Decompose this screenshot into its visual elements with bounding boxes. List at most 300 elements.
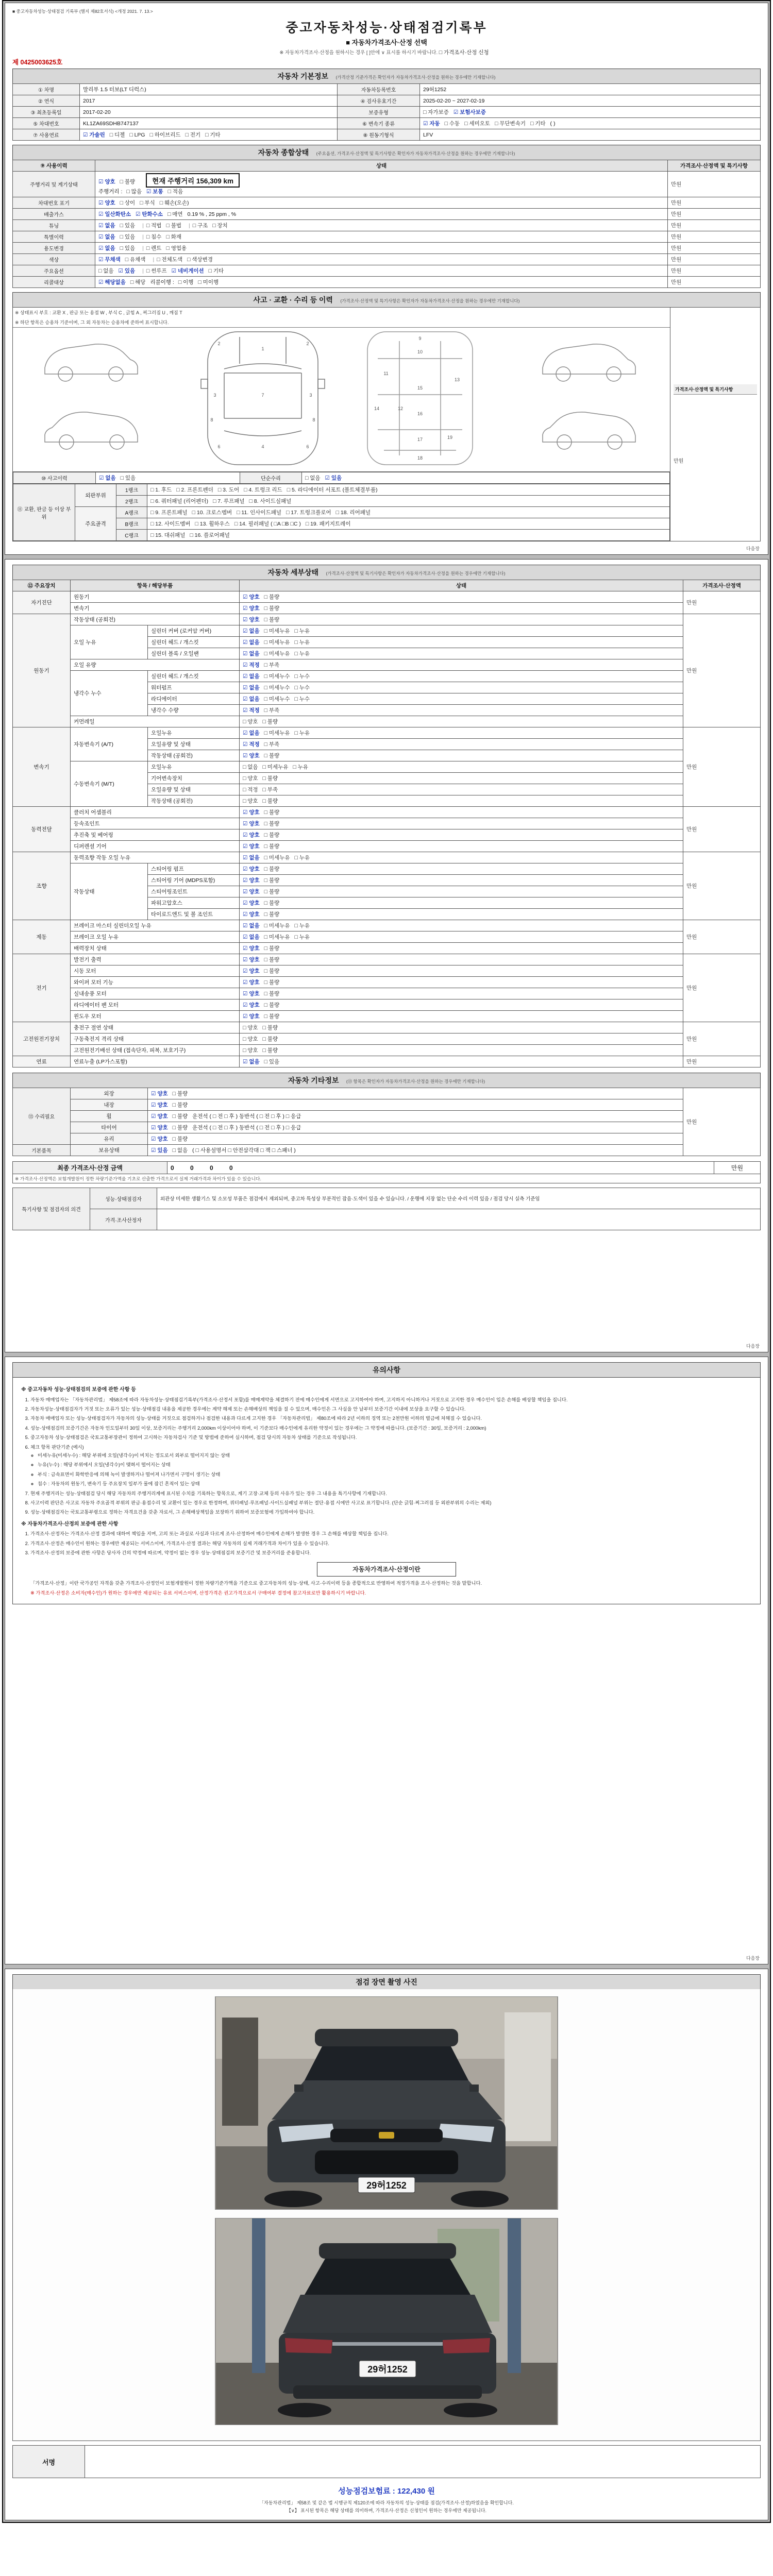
detail-status <box>240 943 683 954</box>
checkbox-option[interactable]: ☑ 양호 <box>243 889 260 895</box>
svg-text:19: 19 <box>447 435 452 440</box>
field-label: ⑥ 변속기 종류 <box>338 118 420 129</box>
checkbox-option[interactable]: ☑ 양호 <box>151 1102 168 1108</box>
checkbox-option[interactable]: □ 불량 <box>264 832 280 838</box>
svg-text:7: 7 <box>261 393 264 398</box>
checkbox-option[interactable]: ☑ 양호 <box>151 1113 168 1120</box>
checkbox-option[interactable]: □ 구조 <box>192 223 208 229</box>
checkbox-option[interactable]: □ 불량 <box>264 945 280 952</box>
checkbox-option[interactable]: □ 불량 <box>172 1125 188 1131</box>
checkbox-option[interactable]: □ 11. 인사이드패널 <box>237 510 282 516</box>
checkbox-option[interactable]: ☑ 무채색 <box>98 257 121 263</box>
signature-field[interactable] <box>85 2446 761 2478</box>
checkbox-option[interactable]: □ 누유 <box>294 651 310 657</box>
checkbox-option[interactable]: □ 14. 필러패널 ( □A □B □C ) <box>234 521 301 527</box>
guarantee-item: 2. 가격조사·산정은 매수인이 원하는 경우에만 제공되는 서비스이며, 가격조사·산정 결과는 해당 자동차의 실제 거래가격과 차이가 있을 수 있습니다. <box>30 1540 752 1547</box>
checkbox-option[interactable]: □ 양호 <box>243 719 258 725</box>
checkbox-option[interactable]: □ 불량 <box>262 1047 278 1054</box>
checkbox-option[interactable]: □ 없음 <box>305 475 321 481</box>
notice-item: 9. 성능·상태점검자는 국토교통부령으로 정하는 자격요건을 갖춘 자로서, 그 손해배상책임을 보장하기 위하여 보증보험에 가입하여야 합니다. <box>30 1509 752 1516</box>
price-amount: 만원 <box>683 1088 761 1156</box>
checkbox-option[interactable]: □ 부족 <box>264 741 280 748</box>
next-page-marker-3: 다음장 <box>746 1956 760 1961</box>
accident-price-value: 만원 <box>674 459 684 464</box>
checkbox-option[interactable]: □ 불량 <box>264 1002 280 1008</box>
checkbox-option[interactable]: ☑ 양호 <box>243 809 260 816</box>
checkbox-option[interactable]: ☑ 없음 <box>243 923 260 929</box>
checkbox-option[interactable]: □ 6. 쿼터패널 (리어펜더) <box>150 498 208 504</box>
checkbox-option[interactable]: □ 적정 <box>243 787 258 793</box>
checkbox-option[interactable]: □ 불량 <box>172 1091 188 1097</box>
checkbox-option[interactable]: □ 없음 <box>172 1147 188 1154</box>
panel-section-label: ⑪ 교환, 판금 등 이상 부위 <box>13 484 75 541</box>
notice-body <box>12 1378 761 1604</box>
checkbox-option[interactable]: □ 양호 <box>243 775 258 782</box>
etc-blank: ( ) <box>550 121 556 127</box>
checkbox-option[interactable]: □ 미세누유 <box>264 628 290 634</box>
checkbox-option[interactable]: ☑ 있음 <box>325 475 342 481</box>
checkbox-option[interactable]: ☑ 보험사보증 <box>453 109 486 115</box>
checkbox-option[interactable]: □ 렌트 <box>146 245 162 251</box>
etc-row <box>13 1122 761 1133</box>
checkbox-option[interactable]: ☑ 적정 <box>243 662 260 668</box>
checkbox-option[interactable]: □ 3. 도어 <box>217 487 240 493</box>
checkbox-option[interactable]: □ 미이행 <box>198 279 219 285</box>
checkbox-option[interactable]: □ 불량 <box>262 798 278 804</box>
detail-status <box>240 784 683 795</box>
etc-note: (⑬ 항목은 확인자가 자동차가격조사·산정을 원하는 경우에만 기재합니다) <box>346 1079 485 1084</box>
checkbox-option[interactable]: ☑ 양호 <box>243 945 260 952</box>
taillight-left <box>285 2338 332 2353</box>
taillight-right <box>443 2338 490 2353</box>
checkbox-option[interactable]: □ 적법 <box>146 223 162 229</box>
checkbox-option[interactable]: ☑ 네비게이션 <box>171 268 204 274</box>
price-amount: 만원 <box>683 920 761 954</box>
price-select-title: ■ 자동차가격조사·산정 선택 <box>346 39 427 46</box>
checkbox-option[interactable]: ☑ 양호 <box>243 753 260 759</box>
checkbox-option[interactable]: □ 불량 <box>264 753 280 759</box>
document-canvas <box>2 0 771 2523</box>
checkbox-option[interactable]: ☑ 양호 <box>243 877 260 884</box>
checkbox-option[interactable]: □ 1. 후드 <box>150 487 172 493</box>
checkbox-option[interactable]: □ 누수 <box>294 696 310 702</box>
checkbox-option[interactable]: □ 불량 <box>264 889 280 895</box>
checkbox-option[interactable]: ☑ 일산화탄소 <box>98 211 131 217</box>
detail-item-label: 동력조향 작동 오일 누유 <box>71 852 240 863</box>
checkbox-option[interactable]: □ 있음 <box>264 1059 280 1065</box>
checkbox-option[interactable]: □ 많음 <box>126 189 142 195</box>
device-group-label: 원동기 <box>13 614 71 727</box>
checkbox-option[interactable]: □ 있음 <box>120 234 136 240</box>
checkbox-option[interactable]: □ 불량 <box>264 900 280 906</box>
checkbox-option[interactable]: □ 색상변경 <box>187 257 213 263</box>
checkbox-option[interactable]: □ 미세누유 <box>264 934 290 940</box>
etc-basic-row <box>13 1145 761 1156</box>
checkbox-option[interactable]: □ 없음 <box>98 268 114 274</box>
overall-row <box>13 209 761 220</box>
detail-status <box>240 909 683 920</box>
lift-post-left <box>252 2218 265 2373</box>
detail-row <box>13 931 761 943</box>
detail-row <box>13 852 761 863</box>
checkbox-option[interactable]: □ 양호 <box>243 1036 258 1042</box>
svg-text:6: 6 <box>306 444 309 449</box>
checkbox-option[interactable]: ☑ 양호 <box>243 594 260 600</box>
checkbox-option[interactable]: ☑ 없음 <box>98 234 115 240</box>
detail-status <box>240 1056 683 1067</box>
checkbox-option[interactable]: □ 누유 <box>293 764 308 770</box>
svg-text:14: 14 <box>374 406 379 411</box>
field-value: 말리부 1.5 터보(LT 디럭스) <box>80 84 338 95</box>
detail-row <box>13 965 761 977</box>
checkbox-option[interactable]: ☑ 양호 <box>243 968 260 974</box>
checkbox-option[interactable]: □ 미세누수 <box>264 696 290 702</box>
panel-rank-items <box>147 518 670 530</box>
checkbox-option[interactable]: □ 미세누수 <box>264 685 290 691</box>
inspection-fee <box>12 2485 761 2496</box>
checkbox-option[interactable]: ☑ 양호 <box>98 200 115 206</box>
checkbox-option[interactable]: ☑ 자동 <box>423 121 440 127</box>
detail-subitem-label: 파워고압호스 <box>148 897 240 909</box>
overall-row <box>13 172 761 197</box>
remarks-table <box>12 1188 761 1230</box>
usage-item-label: 배출가스 <box>13 209 95 220</box>
checkbox-option[interactable]: ☑ 없음 <box>243 628 260 634</box>
photos-header <box>12 1974 761 1989</box>
checkbox-option[interactable]: □ 전기 <box>185 132 201 138</box>
checkbox-option[interactable]: □ 15. 대쉬패널 <box>150 532 186 538</box>
accident-history-status <box>96 472 240 484</box>
checkbox-option[interactable]: □ 불량 <box>172 1113 188 1120</box>
checkbox-option[interactable]: □ 불량 <box>120 179 136 185</box>
checkbox-option[interactable]: □ 미세누유 <box>264 923 290 929</box>
checkbox-option[interactable]: □ 불량 <box>262 1036 278 1042</box>
checkbox-option[interactable]: ☑ 양호 <box>151 1136 168 1142</box>
notice-subitem: ◦ 미세누유(미세누수) : 해당 부위에 오일(냉각수)이 비치는 정도로서 외부로 떨어지지 않는 상태 <box>38 1452 752 1459</box>
checkbox-option[interactable]: ☑ 없음 <box>243 730 260 736</box>
checkbox-option[interactable]: □ 누유 <box>294 628 310 634</box>
page-4 <box>5 1969 768 2520</box>
svg-text:13: 13 <box>454 377 460 382</box>
garage-door <box>505 2012 551 2141</box>
checkbox-option[interactable]: □ 불량 <box>264 877 280 884</box>
checkbox-option[interactable]: ☑ 양호 <box>243 843 260 850</box>
checkbox-option[interactable]: □ 17. 트렁크플로어 <box>286 510 331 516</box>
checkbox-option[interactable]: □ 18. 리어패널 <box>335 510 371 516</box>
checkbox-option[interactable]: □ 부족 <box>264 662 280 668</box>
price-amount: 만원 <box>683 954 761 1022</box>
checkbox-option[interactable]: □ 자가보증 <box>423 109 449 115</box>
checkbox-option[interactable]: □ 불량 <box>264 617 280 623</box>
device-group-label: 자기진단 <box>13 591 71 614</box>
device-group-label: 동력전달 <box>13 807 71 852</box>
checkbox-option[interactable]: ☑ 양호 <box>243 1002 260 1008</box>
checkbox-option[interactable]: ☑ 해당없음 <box>98 279 126 285</box>
checkbox-option[interactable]: □ 상이 <box>120 200 136 206</box>
checkbox-option[interactable]: □ 불량 <box>264 968 280 974</box>
etc-row <box>13 1088 761 1099</box>
detail-item-label: 오일 유량 <box>71 659 240 671</box>
detail-row <box>13 603 761 614</box>
checkbox-option[interactable]: ☑ 있음 <box>118 268 136 274</box>
checkbox-option[interactable]: □ 매연 <box>167 211 183 217</box>
notice-item: 2. 자동차성능·상태점검자가 거짓 또는 오류가 있는 성능·상태점검 내용을 제공한 경우에는 계약 해제 또는 손해배상의 책임을 질 수 있으며, 매수인은 그 사실을 안 날부터 보증기간 이내에 보상을 요구할 수 있습니다. <box>30 1405 752 1413</box>
checkbox-option[interactable]: ☑ 있음 <box>151 1147 168 1154</box>
checkbox-option[interactable]: □ 부식 <box>140 200 155 206</box>
checkbox-option[interactable]: □ 불량 <box>262 1025 278 1031</box>
detail-item-label: 실내송풍 모터 <box>71 988 240 999</box>
checkbox-option[interactable]: ☑ 양호 <box>151 1091 168 1097</box>
checkbox-option[interactable]: □ 불량 <box>262 775 278 782</box>
basic-info-title: 자동차 기본정보 <box>277 72 329 80</box>
usage-item-label: 주행거리 및 계기상태 <box>13 172 95 197</box>
checkbox-option[interactable]: ☑ 양호 <box>243 832 260 838</box>
field-label: 보증유형 <box>338 107 420 118</box>
detail-subitem-label: 오일누유 <box>148 761 240 773</box>
checkbox-option[interactable]: □ 있음 <box>120 245 136 251</box>
checkbox-option[interactable]: □ 세미오토 <box>464 121 491 127</box>
svg-text:3: 3 <box>309 393 312 398</box>
etc-item-label: 유리 <box>71 1133 148 1145</box>
checkbox-option[interactable]: ☑ 양호 <box>243 1013 260 1020</box>
checkbox-option[interactable]: ☑ 없음 <box>243 1059 260 1065</box>
detail-col-header: 가격조사·산정액 <box>683 580 761 591</box>
checkbox-option[interactable]: □ 적음 <box>167 189 183 195</box>
detail-item-label: 수동변속기 (M/T) <box>71 761 148 807</box>
checkbox-option[interactable]: □ 화재 <box>166 234 181 240</box>
detail-col-header: ⑫ 주요장치 <box>13 580 71 591</box>
checkbox-option[interactable]: □ 누유 <box>294 855 310 861</box>
checkbox-option[interactable]: ☑ 가솔린 <box>83 132 105 138</box>
final-price-table <box>12 1161 761 1174</box>
panel-rank-label: 1랭크 <box>116 484 147 496</box>
checkbox-option[interactable]: □ 불량 <box>264 821 280 827</box>
checkbox-option[interactable]: □ 7. 루프패널 <box>213 498 245 504</box>
detail-item-label: 추진축 및 베어링 <box>71 829 240 841</box>
checkbox-option[interactable]: □ 있음 <box>120 475 136 481</box>
checkbox-option[interactable]: □ 4. 트렁크 리드 <box>244 487 282 493</box>
checkbox-option[interactable]: □ 미세누유 <box>264 730 290 736</box>
detail-row <box>13 807 761 818</box>
checkbox-option[interactable]: □ 훼손(오손) <box>159 200 189 206</box>
separator: | <box>153 257 155 263</box>
checkbox-option[interactable]: □ 불량 <box>264 843 280 850</box>
field-label: ⑤ 차대번호 <box>13 118 80 129</box>
checkbox-option[interactable]: ☑ 탄화수소 <box>136 211 163 217</box>
checkbox-option[interactable]: ☑ 양호 <box>243 617 260 623</box>
checkbox-option[interactable]: □ 누수 <box>294 685 310 691</box>
checkbox-option[interactable]: □ 장치 <box>212 223 228 229</box>
panel-rank-items <box>147 484 670 496</box>
car-diagrams <box>38 330 646 468</box>
checkbox-option[interactable]: ☑ 적정 <box>243 707 260 714</box>
checkbox-option[interactable]: □ 불량 <box>264 809 280 816</box>
checkbox-option[interactable]: □ 10. 크로스멤버 <box>192 510 232 516</box>
checkbox-option[interactable]: □ 무단변속기 <box>495 121 526 127</box>
notice-subitem: ◦ 침수 : 자동차의 원동기, 변속기 등 주요장치 일부가 물에 잠긴 흔적이 있는 상태 <box>38 1480 752 1487</box>
checkbox-option[interactable]: ☑ 없음 <box>98 223 115 229</box>
detail-row <box>13 1045 761 1056</box>
checkbox-option[interactable]: □ 미세누유 <box>264 639 290 646</box>
checkbox-option[interactable]: ☑ 양호 <box>151 1125 168 1131</box>
overall-row <box>13 277 761 288</box>
etc-status <box>148 1099 683 1111</box>
checkbox-option[interactable]: □ 누유 <box>294 923 310 929</box>
detail-subitem-label: 냉각수 수량 <box>148 705 240 716</box>
checkbox-option[interactable]: ☑ 양호 <box>243 821 260 827</box>
checkbox-option[interactable]: □ 가격조사·산정 신청 <box>439 49 489 56</box>
checkbox-option[interactable]: ☑ 없음 <box>243 696 260 702</box>
checkbox-option[interactable]: □ 12. 사이드멤버 <box>150 521 191 527</box>
checkbox-option[interactable]: ☑ 없음 <box>243 685 260 691</box>
checkbox-option[interactable]: ☑ 없음 <box>98 245 115 251</box>
checkbox-option[interactable]: □ 수동 <box>444 121 460 127</box>
checkbox-option[interactable]: ☑ 양호 <box>243 900 260 906</box>
checkbox-option[interactable]: □ 부족 <box>262 787 278 793</box>
checkbox-option[interactable]: ☑ 양호 <box>243 605 260 612</box>
checkbox-option[interactable]: ☑ 적정 <box>243 741 260 748</box>
detail-item-label: 충전구 절연 상태 <box>71 1022 240 1033</box>
checkbox-option[interactable]: □ 불량 <box>262 719 278 725</box>
checkbox-option[interactable]: ☑ 양호 <box>98 179 115 185</box>
basic-items-status <box>148 1145 683 1156</box>
checkbox-option[interactable]: ☑ 없음 <box>243 651 260 657</box>
detail-row <box>13 818 761 829</box>
checkbox-option[interactable]: □ 누수 <box>294 673 310 680</box>
checkbox-option[interactable]: ☑ 양호 <box>243 866 260 872</box>
checkbox-option[interactable]: □ 누유 <box>294 934 310 940</box>
checkbox-option[interactable]: □ 기타 <box>205 132 221 138</box>
checkbox-option[interactable]: □ 미세누수 <box>264 673 290 680</box>
notice-list <box>21 1396 752 1516</box>
simple-repair-status <box>302 472 670 484</box>
checkbox-option[interactable]: □ 이행 <box>178 279 194 285</box>
detail-status <box>240 897 683 909</box>
price-definition-box: 자동차가격조사·산정이란 <box>317 1562 456 1577</box>
field-label: 자동차등록번호 <box>338 84 420 95</box>
license-plate-rear-text: 29허1252 <box>367 2364 408 2375</box>
checkbox-option[interactable]: □ 불량 <box>264 1013 280 1020</box>
checkbox-option[interactable]: ☑ 양호 <box>243 991 260 997</box>
checkbox-option[interactable]: □ 불량 <box>264 866 280 872</box>
detail-status <box>240 1022 683 1033</box>
checkbox-option[interactable]: □ 불량 <box>264 957 280 963</box>
detail-subitem-label: 타이로드엔드 및 볼 조인트 <box>148 909 240 920</box>
checkbox-option[interactable]: □ 썬루프 <box>146 268 167 274</box>
overall-row <box>13 265 761 277</box>
price-amount: 만원 <box>683 1022 761 1056</box>
notice-subitem: ◦ 누유(누수) : 해당 부위에서 오일(냉각수)이 맺혀서 떨어지는 상태 <box>38 1461 752 1468</box>
checkbox-option[interactable]: □ 유채색 <box>125 257 146 263</box>
checkbox-option[interactable]: ☑ 보통 <box>146 189 163 195</box>
checkbox-option[interactable]: ☑ 없음 <box>99 475 116 481</box>
checkbox-option[interactable]: □ 불법 <box>166 223 181 229</box>
checkbox-option[interactable]: □ 불량 <box>264 911 280 918</box>
checkbox-option[interactable]: □ 양호 <box>243 1025 258 1031</box>
checkbox-option[interactable]: ☑ 양호 <box>243 979 260 986</box>
checkbox-option[interactable]: □ 기타 <box>208 268 224 274</box>
checkbox-option[interactable]: □ 불량 <box>264 605 280 612</box>
detail-status <box>240 682 683 693</box>
field-value: KL1ZA69SDHB747137 <box>80 118 338 129</box>
usage-item-status <box>95 265 668 277</box>
checkbox-option[interactable]: □ 영업용 <box>166 245 187 251</box>
overall-header <box>12 145 761 160</box>
etc-status <box>148 1133 683 1145</box>
checkbox-option[interactable]: □ 양호 <box>243 1047 258 1054</box>
checkbox-option[interactable]: ☑ 없음 <box>243 934 260 940</box>
checkbox-option[interactable]: □ 불량 <box>264 991 280 997</box>
checkbox-option[interactable]: □ 전체도색 <box>157 257 183 263</box>
checkbox-option[interactable]: □ 8. 사이드실패널 <box>249 498 292 504</box>
checkbox-option[interactable]: □ 없음 <box>243 764 258 770</box>
accident-table <box>12 307 761 541</box>
checkbox-option[interactable]: □ 누유 <box>294 730 310 736</box>
detail-row <box>13 829 761 841</box>
checkbox-option[interactable]: □ 미세누유 <box>264 855 290 861</box>
checkbox-option[interactable]: □ 미세누유 <box>264 651 290 657</box>
etc-item-label: 타이어 <box>71 1122 148 1133</box>
etc-row <box>13 1133 761 1145</box>
checkbox-option[interactable]: □ 해당 <box>130 279 146 285</box>
checkbox-option[interactable]: □ LPG <box>129 132 145 138</box>
field-label: ③ 최초등록일 <box>13 107 80 118</box>
checkbox-option[interactable]: □ 불량 <box>172 1102 188 1108</box>
checkbox-option[interactable]: ☑ 없음 <box>243 673 260 680</box>
detail-subitem-label: 작동상태 (공회전) <box>148 750 240 761</box>
checkbox-option[interactable]: □ 디젤 <box>109 132 125 138</box>
checkbox-option[interactable]: □ 미세누유 <box>262 764 289 770</box>
repair-need-label: ⑬ 수리필요 <box>13 1088 71 1145</box>
checkbox-option[interactable]: □ 양호 <box>243 798 258 804</box>
checkbox-option[interactable]: ☑ 양호 <box>243 957 260 963</box>
checkbox-option[interactable]: □ 부족 <box>264 707 280 714</box>
checkbox-option[interactable]: □ 5. 라디에이터 서포트 (볼트체결부품) <box>287 487 378 493</box>
panel-rank-label: A랭크 <box>116 507 147 518</box>
svg-text:12: 12 <box>397 406 403 411</box>
overall-col-header: 상태 <box>95 160 668 172</box>
checkbox-option[interactable]: □ 불량 <box>172 1136 188 1142</box>
detail-col-header: 상태 <box>240 580 683 591</box>
checkbox-option[interactable]: □ 16. 플로어패널 <box>190 532 230 538</box>
detail-row <box>13 1011 761 1022</box>
checkbox-option[interactable]: □ 9. 프론트패널 <box>150 510 188 516</box>
checkbox-option[interactable]: □ 하이브리드 <box>149 132 181 138</box>
checkbox-option[interactable]: ☑ 없음 <box>243 855 260 861</box>
checkbox-option[interactable]: □ 13. 휠하우스 <box>195 521 230 527</box>
detail-row <box>13 591 761 603</box>
license-plate-front-text: 29허1252 <box>366 2180 407 2191</box>
checkbox-option[interactable]: □ 불량 <box>264 594 280 600</box>
checkbox-option[interactable]: ☑ 양호 <box>243 911 260 918</box>
checkbox-option[interactable]: □ 2. 프론트펜더 <box>176 487 213 493</box>
detail-item-label: 시동 모터 <box>71 965 240 977</box>
etc-row <box>13 1099 761 1111</box>
notice-item: 8. 사고이력 판단은 사고로 자동차 주요골격 부위의 판금·용접수리 및 교환이 있는 경우로 한정하며, 쿼터패널·루프패널·사이드실패널 부위는 절단·용접 시에만 사고로 표기합니다. (단순 긁힘·찌그러짐 등 외판부위의 수리는 제외) <box>30 1499 752 1506</box>
checkbox-option[interactable]: □ 불량 <box>264 979 280 986</box>
checkbox-option[interactable]: □ 기타 <box>530 121 546 127</box>
checkbox-option[interactable]: □ 누유 <box>294 639 310 646</box>
checkbox-option[interactable]: □ 침수 <box>146 234 162 240</box>
detail-item-label: 디퍼렌셜 기어 <box>71 841 240 852</box>
detail-status <box>240 1033 683 1045</box>
detail-status <box>240 841 683 852</box>
remarks-author: 성능·상태점검자 <box>90 1188 157 1209</box>
checkbox-option[interactable]: ☑ 없음 <box>243 639 260 646</box>
etc-item-label: 내장 <box>71 1099 148 1111</box>
checkbox-option[interactable]: □ 19. 패키지트레이 <box>305 521 351 527</box>
checkbox-option[interactable]: □ 있음 <box>120 223 136 229</box>
